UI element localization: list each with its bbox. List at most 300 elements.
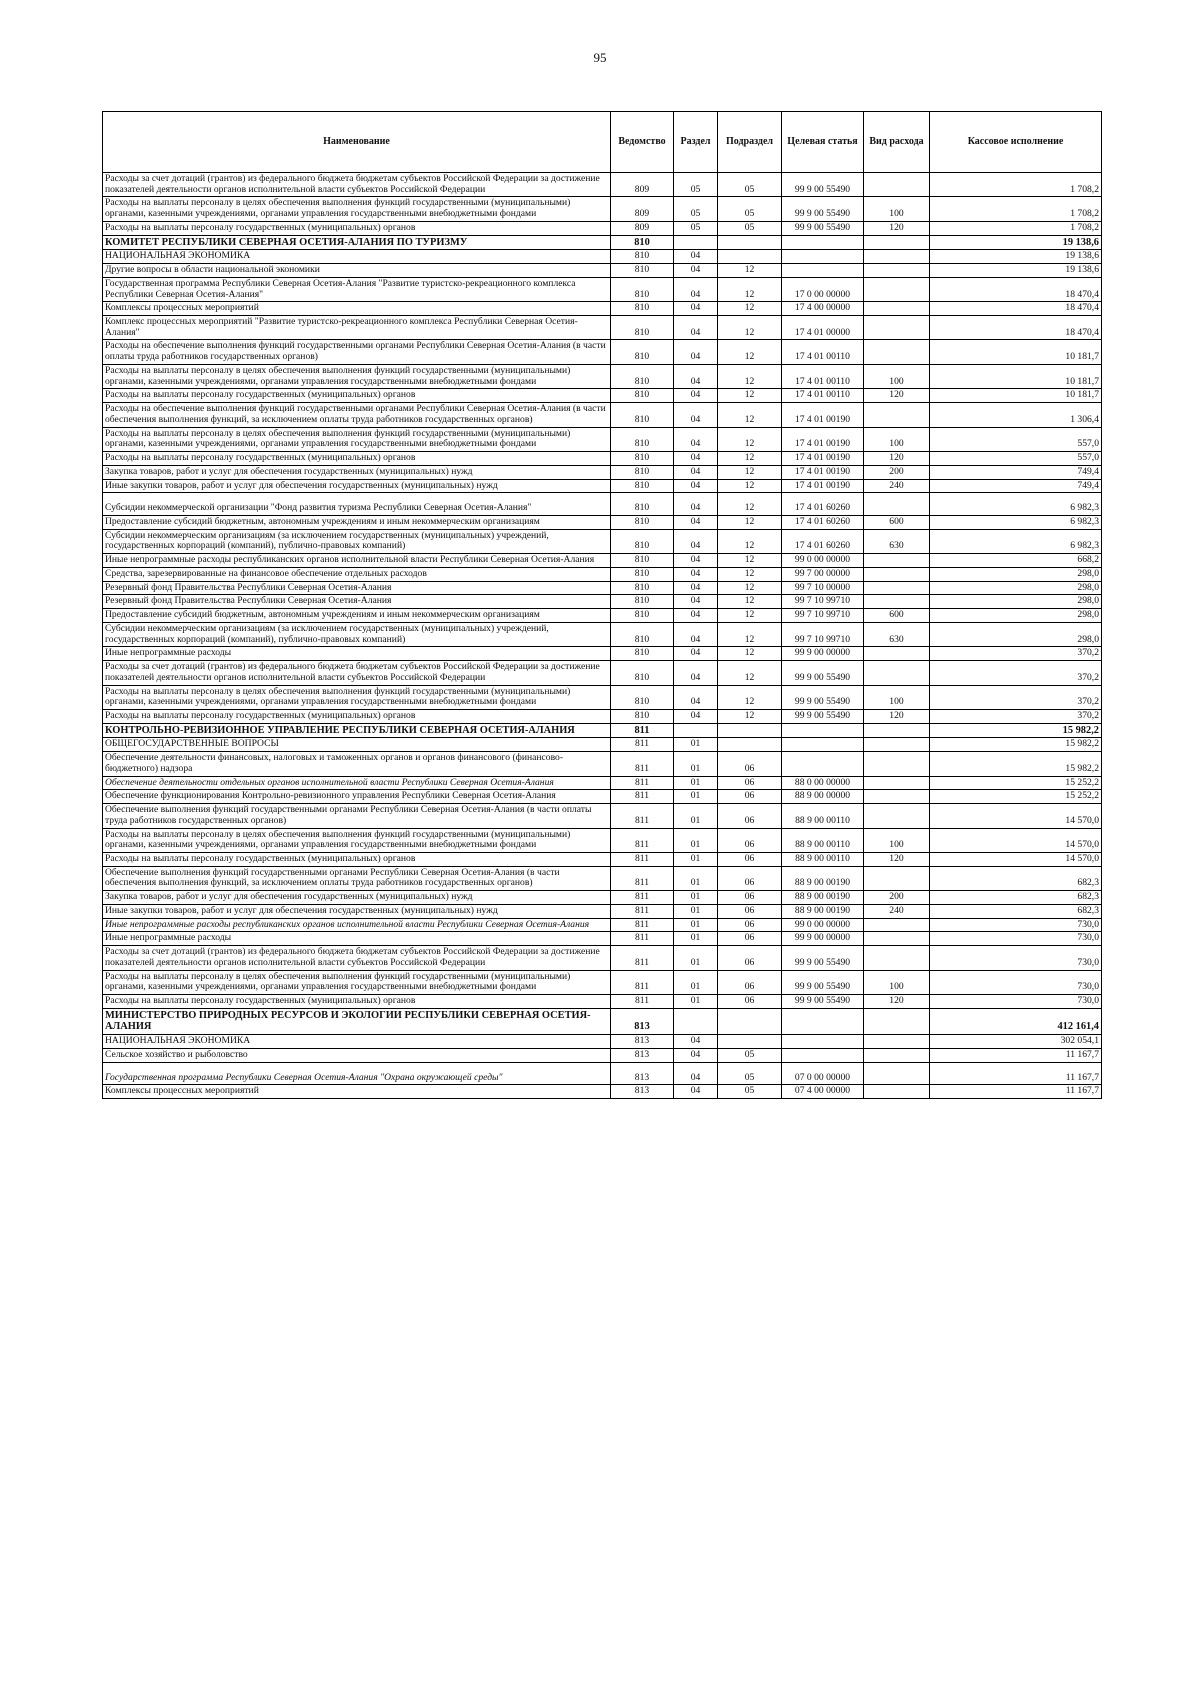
- header-dept: Ведомство: [611, 112, 674, 173]
- cell-expense-type: [864, 1008, 930, 1034]
- cell-dept: 810: [611, 529, 674, 553]
- cell-target: [782, 235, 864, 250]
- cell-section: 04: [674, 661, 718, 685]
- cell-subsection: [718, 738, 782, 752]
- cell-expense-type: 200: [864, 891, 930, 905]
- cell-dept: 811: [611, 932, 674, 946]
- cell-name: Обеспечение деятельности отдельных органов исполнительной власти Республики Северная Осетия-Алания: [103, 776, 611, 790]
- cell-dept: 811: [611, 853, 674, 867]
- cell-amount: 370,2: [930, 647, 1102, 661]
- cell-name: Расходы на выплаты персоналу государственных (муниципальных) органов: [103, 710, 611, 724]
- cell-dept: 810: [611, 315, 674, 339]
- cell-target: 17 4 01 00190: [782, 403, 864, 427]
- cell-section: 04: [674, 622, 718, 646]
- table-header-row: [103, 112, 1102, 173]
- table-row: [103, 389, 1102, 403]
- cell-name: Обеспечение деятельности финансовых, налоговых и таможенных органов и органов финансового (финансово-бюджетного) надзора: [103, 752, 611, 776]
- cell-subsection: 12: [718, 465, 782, 479]
- table-row: [103, 340, 1102, 364]
- cell-subsection: 05: [718, 221, 782, 235]
- cell-dept: 810: [611, 647, 674, 661]
- cell-expense-type: [864, 250, 930, 264]
- cell-subsection: 06: [718, 891, 782, 905]
- header-section: Раздел: [674, 112, 718, 173]
- cell-section: 04: [674, 581, 718, 595]
- cell-name: Расходы на выплаты персоналу государственных (муниципальных) органов: [103, 389, 611, 403]
- cell-dept: 811: [611, 752, 674, 776]
- cell-amount: 6 982,3: [930, 516, 1102, 530]
- cell-subsection: 12: [718, 452, 782, 466]
- cell-name: Государственная программа Республики Северная Осетия-Алания "Развитие туристско-рекреационного комплекса Республики Северная Осетия-Алания": [103, 277, 611, 301]
- cell-dept: 810: [611, 479, 674, 493]
- cell-name: НАЦИОНАЛЬНАЯ ЭКОНОМИКА: [103, 250, 611, 264]
- cell-name: НАЦИОНАЛЬНАЯ ЭКОНОМИКА: [103, 1035, 611, 1049]
- cell-name: Расходы на выплаты персоналу государственных (муниципальных) органов: [103, 221, 611, 235]
- cell-amount: 19 138,6: [930, 264, 1102, 278]
- cell-dept: 810: [611, 595, 674, 609]
- cell-subsection: 06: [718, 828, 782, 852]
- cell-subsection: 06: [718, 946, 782, 970]
- table-row: [103, 315, 1102, 339]
- cell-dept: 810: [611, 389, 674, 403]
- cell-target: 88 9 00 00190: [782, 891, 864, 905]
- cell-target: [782, 738, 864, 752]
- cell-subsection: 06: [718, 918, 782, 932]
- cell-expense-type: 100: [864, 685, 930, 709]
- header-amount: Кассовое исполнение: [930, 112, 1102, 173]
- cell-name: КОМИТЕТ РЕСПУБЛИКИ СЕВЕРНАЯ ОСЕТИЯ-АЛАНИЯ ПО ТУРИЗМУ: [103, 235, 611, 250]
- cell-target: 17 4 01 00110: [782, 389, 864, 403]
- cell-amount: 19 138,6: [930, 250, 1102, 264]
- cell-subsection: 06: [718, 904, 782, 918]
- cell-dept: 811: [611, 738, 674, 752]
- cell-target: 99 9 00 55490: [782, 173, 864, 197]
- cell-amount: 15 982,2: [930, 752, 1102, 776]
- cell-section: 05: [674, 173, 718, 197]
- cell-subsection: 05: [718, 1085, 782, 1099]
- cell-amount: 11 167,7: [930, 1062, 1102, 1085]
- cell-subsection: [718, 235, 782, 250]
- cell-dept: 810: [611, 264, 674, 278]
- cell-name: Субсидии некоммерческим организациям (за исключением государственных (муниципальных) учреждений, государственных корпораций (компаний), публично-правовых компаний): [103, 622, 611, 646]
- cell-expense-type: 240: [864, 479, 930, 493]
- table-row: [103, 891, 1102, 905]
- cell-dept: 810: [611, 302, 674, 316]
- cell-section: 01: [674, 995, 718, 1009]
- cell-section: 04: [674, 364, 718, 388]
- cell-section: 04: [674, 465, 718, 479]
- cell-amount: 682,3: [930, 904, 1102, 918]
- table-row: [103, 529, 1102, 553]
- cell-expense-type: [864, 554, 930, 568]
- cell-name: Другие вопросы в области национальной экономики: [103, 264, 611, 278]
- cell-amount: 10 181,7: [930, 389, 1102, 403]
- cell-section: 04: [674, 710, 718, 724]
- cell-section: 01: [674, 918, 718, 932]
- cell-dept: 810: [611, 622, 674, 646]
- cell-dept: 809: [611, 221, 674, 235]
- table-row: [103, 752, 1102, 776]
- cell-expense-type: [864, 866, 930, 890]
- cell-subsection: 12: [718, 277, 782, 301]
- cell-section: 04: [674, 493, 718, 516]
- cell-target: 88 9 00 00110: [782, 804, 864, 828]
- cell-expense-type: [864, 1062, 930, 1085]
- cell-dept: 810: [611, 661, 674, 685]
- cell-amount: 11 167,7: [930, 1085, 1102, 1099]
- table-row: [103, 932, 1102, 946]
- cell-section: 04: [674, 647, 718, 661]
- cell-target: 88 9 00 00110: [782, 853, 864, 867]
- cell-target: 99 9 00 55490: [782, 661, 864, 685]
- cell-subsection: 06: [718, 776, 782, 790]
- cell-expense-type: [864, 595, 930, 609]
- cell-target: 07 0 00 00000: [782, 1062, 864, 1085]
- cell-expense-type: [864, 790, 930, 804]
- cell-section: 04: [674, 595, 718, 609]
- cell-dept: 810: [611, 452, 674, 466]
- cell-section: 01: [674, 776, 718, 790]
- cell-expense-type: [864, 264, 930, 278]
- cell-target: [782, 1048, 864, 1062]
- table-row: [103, 1048, 1102, 1062]
- table-row: [103, 173, 1102, 197]
- cell-name: Предоставление субсидий бюджетным, автономным учреждениям и иным некоммерческим организациям: [103, 516, 611, 530]
- table-row: [103, 567, 1102, 581]
- table-row: [103, 479, 1102, 493]
- cell-section: 01: [674, 970, 718, 994]
- table-row: [103, 250, 1102, 264]
- cell-amount: 14 570,0: [930, 853, 1102, 867]
- cell-section: 04: [674, 250, 718, 264]
- cell-section: 04: [674, 516, 718, 530]
- cell-amount: 10 181,7: [930, 340, 1102, 364]
- cell-target: 17 4 01 00190: [782, 427, 864, 451]
- cell-target: 17 4 01 00110: [782, 340, 864, 364]
- cell-subsection: 12: [718, 479, 782, 493]
- cell-amount: 1 708,2: [930, 173, 1102, 197]
- cell-dept: 810: [611, 685, 674, 709]
- cell-expense-type: 630: [864, 622, 930, 646]
- cell-name: Иные закупки товаров, работ и услуг для обеспечения государственных (муниципальных) нужд: [103, 904, 611, 918]
- cell-section: 01: [674, 866, 718, 890]
- table-row: [103, 904, 1102, 918]
- cell-name: МИНИСТЕРСТВО ПРИРОДНЫХ РЕСУРСОВ И ЭКОЛОГИИ РЕСПУБЛИКИ СЕВЕРНАЯ ОСЕТИЯ-АЛАНИЯ: [103, 1008, 611, 1034]
- cell-expense-type: 120: [864, 389, 930, 403]
- header-expense-type: Вид расхода: [864, 112, 930, 173]
- cell-section: 04: [674, 452, 718, 466]
- cell-dept: 811: [611, 946, 674, 970]
- table-row: [103, 595, 1102, 609]
- table-row: [103, 790, 1102, 804]
- table-row: [103, 1085, 1102, 1099]
- cell-target: 99 0 00 00000: [782, 918, 864, 932]
- cell-name: Расходы на выплаты персоналу государственных (муниципальных) органов: [103, 452, 611, 466]
- cell-section: [674, 235, 718, 250]
- cell-name: Иные непрограммные расходы: [103, 647, 611, 661]
- cell-section: 04: [674, 1062, 718, 1085]
- cell-subsection: 05: [718, 1062, 782, 1085]
- cell-amount: 298,0: [930, 567, 1102, 581]
- cell-name: Обеспечение выполнения функций государственными органами Республики Северная Осетия-Алания (в части обеспечения выполнения функций, за исключением оплаты труда работников государственных органов): [103, 866, 611, 890]
- cell-expense-type: 120: [864, 710, 930, 724]
- cell-dept: 810: [611, 340, 674, 364]
- cell-expense-type: [864, 173, 930, 197]
- cell-subsection: 12: [718, 609, 782, 623]
- cell-dept: 811: [611, 891, 674, 905]
- cell-target: 99 7 00 00000: [782, 567, 864, 581]
- cell-dept: 810: [611, 465, 674, 479]
- cell-dept: 810: [611, 516, 674, 530]
- cell-name: Средства, зарезервированные на финансовое обеспечение отдельных расходов: [103, 567, 611, 581]
- cell-section: 04: [674, 277, 718, 301]
- cell-name: Сельское хозяйство и рыболовство: [103, 1048, 611, 1062]
- cell-subsection: 06: [718, 970, 782, 994]
- cell-amount: 10 181,7: [930, 364, 1102, 388]
- cell-dept: 811: [611, 804, 674, 828]
- cell-name: Расходы на обеспечение выполнения функций государственными органами Республики Северная Осетия-Алания (в части оплаты труда работников государственных органов): [103, 340, 611, 364]
- table-row: [103, 302, 1102, 316]
- cell-target: 07 4 00 00000: [782, 1085, 864, 1099]
- cell-section: 04: [674, 529, 718, 553]
- cell-name: Обеспечение выполнения функций государственными органами Республики Северная Осетия-Алания (в части оплаты труда работников государственных органов): [103, 804, 611, 828]
- cell-expense-type: [864, 647, 930, 661]
- cell-expense-type: [864, 235, 930, 250]
- cell-amount: 15 982,2: [930, 738, 1102, 752]
- cell-expense-type: 100: [864, 828, 930, 852]
- cell-name: Расходы на обеспечение выполнения функций государственными органами Республики Северная Осетия-Алания (в части обеспечения выполнения функций, за исключением оплаты труда работников государственных органов): [103, 403, 611, 427]
- cell-section: 04: [674, 567, 718, 581]
- table-row: [103, 403, 1102, 427]
- table-row: [103, 493, 1102, 516]
- cell-subsection: 06: [718, 804, 782, 828]
- cell-dept: 810: [611, 277, 674, 301]
- cell-subsection: 12: [718, 529, 782, 553]
- cell-expense-type: [864, 302, 930, 316]
- cell-target: 99 9 00 55490: [782, 946, 864, 970]
- cell-amount: 19 138,6: [930, 235, 1102, 250]
- cell-expense-type: [864, 1085, 930, 1099]
- cell-dept: 811: [611, 723, 674, 738]
- cell-section: 01: [674, 738, 718, 752]
- cell-dept: 811: [611, 828, 674, 852]
- cell-section: 01: [674, 828, 718, 852]
- cell-section: 04: [674, 1048, 718, 1062]
- cell-section: 05: [674, 197, 718, 221]
- cell-expense-type: 100: [864, 970, 930, 994]
- cell-amount: 15 252,2: [930, 776, 1102, 790]
- cell-expense-type: [864, 1048, 930, 1062]
- cell-expense-type: 630: [864, 529, 930, 553]
- cell-subsection: 12: [718, 389, 782, 403]
- table-row: [103, 221, 1102, 235]
- cell-amount: 18 470,4: [930, 277, 1102, 301]
- cell-dept: 810: [611, 581, 674, 595]
- cell-expense-type: [864, 340, 930, 364]
- cell-expense-type: [864, 804, 930, 828]
- table-row: [103, 609, 1102, 623]
- table-row: [103, 946, 1102, 970]
- table-row: [103, 828, 1102, 852]
- cell-name: КОНТРОЛЬНО-РЕВИЗИОННОЕ УПРАВЛЕНИЕ РЕСПУБЛИКИ СЕВЕРНАЯ ОСЕТИЯ-АЛАНИЯ: [103, 723, 611, 738]
- cell-target: [782, 264, 864, 278]
- cell-target: 99 9 00 55490: [782, 970, 864, 994]
- cell-section: 04: [674, 315, 718, 339]
- cell-target: 17 4 01 00190: [782, 452, 864, 466]
- cell-amount: 370,2: [930, 685, 1102, 709]
- cell-subsection: 12: [718, 493, 782, 516]
- table-row: [103, 264, 1102, 278]
- cell-subsection: [718, 250, 782, 264]
- cell-subsection: [718, 1008, 782, 1034]
- cell-dept: 811: [611, 866, 674, 890]
- cell-target: 17 4 01 00190: [782, 479, 864, 493]
- cell-dept: 811: [611, 776, 674, 790]
- cell-expense-type: [864, 946, 930, 970]
- table-row: [103, 622, 1102, 646]
- cell-dept: 810: [611, 235, 674, 250]
- cell-name: Комплексы процессных мероприятий: [103, 1085, 611, 1099]
- cell-amount: 370,2: [930, 661, 1102, 685]
- cell-target: 99 9 00 55490: [782, 710, 864, 724]
- cell-amount: 749,4: [930, 465, 1102, 479]
- table-row: [103, 661, 1102, 685]
- cell-dept: 810: [611, 710, 674, 724]
- cell-subsection: 12: [718, 427, 782, 451]
- cell-target: 17 4 00 00000: [782, 302, 864, 316]
- table-row: [103, 1008, 1102, 1034]
- cell-dept: 810: [611, 493, 674, 516]
- cell-target: 17 4 01 00000: [782, 315, 864, 339]
- cell-name: ОБЩЕГОСУДАРСТВЕННЫЕ ВОПРОСЫ: [103, 738, 611, 752]
- cell-target: 17 4 01 00190: [782, 465, 864, 479]
- cell-expense-type: 200: [864, 465, 930, 479]
- cell-expense-type: [864, 918, 930, 932]
- cell-expense-type: [864, 776, 930, 790]
- cell-target: 99 7 10 99710: [782, 622, 864, 646]
- cell-dept: 810: [611, 364, 674, 388]
- cell-expense-type: 600: [864, 609, 930, 623]
- cell-section: [674, 1008, 718, 1034]
- cell-amount: 1 708,2: [930, 197, 1102, 221]
- cell-target: [782, 1035, 864, 1049]
- cell-amount: 18 470,4: [930, 315, 1102, 339]
- cell-amount: 1 708,2: [930, 221, 1102, 235]
- cell-expense-type: 100: [864, 364, 930, 388]
- cell-amount: 370,2: [930, 710, 1102, 724]
- cell-section: 04: [674, 554, 718, 568]
- cell-name: Расходы на выплаты персоналу в целях обеспечения выполнения функций государственными (муниципальными) органами, казенными учреждениями, органами управления государственными внебюджетными фондами: [103, 970, 611, 994]
- cell-dept: 813: [611, 1085, 674, 1099]
- cell-amount: 302 054,1: [930, 1035, 1102, 1049]
- cell-subsection: 06: [718, 866, 782, 890]
- table-row: [103, 776, 1102, 790]
- cell-amount: 682,3: [930, 866, 1102, 890]
- cell-subsection: 12: [718, 581, 782, 595]
- cell-expense-type: [864, 738, 930, 752]
- cell-section: 04: [674, 264, 718, 278]
- table-row: [103, 581, 1102, 595]
- cell-expense-type: [864, 403, 930, 427]
- cell-amount: 730,0: [930, 946, 1102, 970]
- cell-name: Иные непрограммные расходы: [103, 932, 611, 946]
- cell-dept: 810: [611, 250, 674, 264]
- cell-dept: 810: [611, 554, 674, 568]
- table-row: [103, 804, 1102, 828]
- table-row: [103, 738, 1102, 752]
- table-row: [103, 554, 1102, 568]
- cell-amount: 15 982,2: [930, 723, 1102, 738]
- table-row: [103, 970, 1102, 994]
- cell-target: 99 7 10 99710: [782, 595, 864, 609]
- cell-amount: 6 982,3: [930, 493, 1102, 516]
- cell-name: Расходы на выплаты персоналу в целях обеспечения выполнения функций государственными (муниципальными) органами, казенными учреждениями, органами управления государственными внебюджетными фондами: [103, 828, 611, 852]
- table-row: [103, 723, 1102, 738]
- cell-section: 01: [674, 932, 718, 946]
- cell-amount: 682,3: [930, 891, 1102, 905]
- cell-amount: 298,0: [930, 595, 1102, 609]
- cell-subsection: 05: [718, 197, 782, 221]
- cell-amount: 14 570,0: [930, 804, 1102, 828]
- cell-target: 88 0 00 00000: [782, 776, 864, 790]
- cell-amount: 730,0: [930, 995, 1102, 1009]
- cell-amount: 557,0: [930, 452, 1102, 466]
- cell-dept: 811: [611, 970, 674, 994]
- cell-amount: 18 470,4: [930, 302, 1102, 316]
- cell-subsection: 12: [718, 516, 782, 530]
- cell-name: Расходы на выплаты персоналу государственных (муниципальных) органов: [103, 853, 611, 867]
- cell-target: 99 9 00 00000: [782, 932, 864, 946]
- table-row: [103, 866, 1102, 890]
- cell-amount: 11 167,7: [930, 1048, 1102, 1062]
- cell-target: 17 4 01 60260: [782, 516, 864, 530]
- cell-section: 04: [674, 1035, 718, 1049]
- cell-subsection: 12: [718, 264, 782, 278]
- cell-subsection: 12: [718, 340, 782, 364]
- header-name: Наименование: [103, 112, 611, 173]
- cell-amount: 730,0: [930, 918, 1102, 932]
- cell-target: [782, 752, 864, 776]
- cell-target: 99 7 10 99710: [782, 609, 864, 623]
- cell-name: Резервный фонд Правительства Республики Северная Осетия-Алания: [103, 581, 611, 595]
- cell-amount: 298,0: [930, 609, 1102, 623]
- cell-name: Закупка товаров, работ и услуг для обеспечения государственных (муниципальных) нужд: [103, 891, 611, 905]
- cell-target: 99 9 00 55490: [782, 221, 864, 235]
- cell-section: [674, 723, 718, 738]
- cell-name: Иные непрограммные расходы республиканских органов исполнительной власти Республики Северная Осетия-Алания: [103, 554, 611, 568]
- cell-dept: 811: [611, 790, 674, 804]
- cell-subsection: 12: [718, 403, 782, 427]
- cell-name: Субсидии некоммерческой организации "Фонд развития туризма Республики Северная Осетия-Алания": [103, 493, 611, 516]
- cell-expense-type: [864, 581, 930, 595]
- cell-subsection: 06: [718, 995, 782, 1009]
- cell-amount: 730,0: [930, 932, 1102, 946]
- cell-dept: 811: [611, 995, 674, 1009]
- cell-name: Государственная программа Республики Северная Осетия-Алания "Охрана окружающей среды": [103, 1062, 611, 1085]
- cell-subsection: 12: [718, 710, 782, 724]
- cell-name: Иные непрограммные расходы республиканских органов исполнительной власти Республики Северная Осетия-Алания: [103, 918, 611, 932]
- cell-expense-type: [864, 752, 930, 776]
- cell-amount: 412 161,4: [930, 1008, 1102, 1034]
- cell-amount: 6 982,3: [930, 529, 1102, 553]
- cell-target: 99 9 00 55490: [782, 685, 864, 709]
- cell-subsection: 12: [718, 302, 782, 316]
- cell-section: 01: [674, 891, 718, 905]
- cell-subsection: 12: [718, 595, 782, 609]
- cell-dept: 809: [611, 197, 674, 221]
- cell-target: 88 9 00 00110: [782, 828, 864, 852]
- table-row: [103, 427, 1102, 451]
